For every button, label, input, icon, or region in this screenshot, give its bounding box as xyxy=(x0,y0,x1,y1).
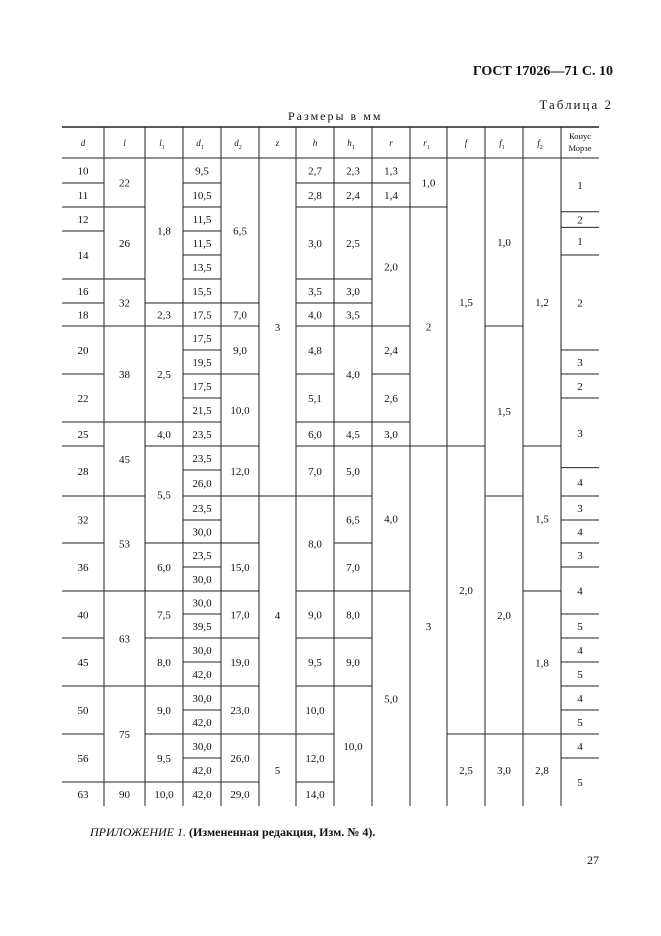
table-cell: 17,5 xyxy=(192,333,212,345)
table-cell: 11 xyxy=(77,190,89,202)
table-cell: 63 xyxy=(119,633,130,646)
table-cell: 1,5 xyxy=(497,406,511,418)
header-f1: $f_1$ xyxy=(499,138,505,151)
table-cell: 4 xyxy=(577,526,583,539)
table-cell: 26,0 xyxy=(192,478,212,490)
table-cell: 2 xyxy=(577,297,583,310)
table-cell: 4,0 xyxy=(308,309,322,322)
table-cell: 7,0 xyxy=(346,562,360,574)
table-cell: 30,0 xyxy=(192,741,212,753)
table-cell: 9,0 xyxy=(346,657,360,669)
table-cell: 9,0 xyxy=(233,345,247,357)
table-cell: 2,8 xyxy=(308,190,322,202)
table-cell: 2,7 xyxy=(308,165,322,178)
table-cell: 5 xyxy=(274,765,281,777)
table-cell: 2,6 xyxy=(384,393,398,405)
table-cell: 2,3 xyxy=(346,165,360,178)
table-cell: 18 xyxy=(77,309,89,322)
table-cell: 12,0 xyxy=(230,466,250,478)
table-cell: 2,5 xyxy=(157,369,171,381)
table-cell: 17,5 xyxy=(192,381,212,393)
table-cell: 4 xyxy=(577,741,583,753)
table-cell: 23,5 xyxy=(192,503,212,515)
table-cell: 22 xyxy=(119,177,130,190)
table-cell: 11,5 xyxy=(192,214,212,226)
header-d: d xyxy=(80,138,86,148)
table-cell: 3 xyxy=(274,322,281,334)
table-cell: 14 xyxy=(77,250,89,262)
table-cell: 90 xyxy=(119,789,130,801)
table-cell: 2,0 xyxy=(459,585,473,597)
table-cell: 1,5 xyxy=(535,513,549,526)
table-cell: 4,8 xyxy=(308,345,322,357)
table-cell: 3,5 xyxy=(308,286,322,298)
table-cell: 1,4 xyxy=(384,190,398,202)
table-cell: 26 xyxy=(119,238,130,250)
table-cell: 16 xyxy=(77,286,89,298)
table-cell: 2,8 xyxy=(535,765,549,777)
table-cell: 1,3 xyxy=(384,165,398,178)
table-cell: 15,0 xyxy=(230,562,250,574)
table-cell: 10,0 xyxy=(154,789,174,801)
table-cell: 6,5 xyxy=(233,225,247,238)
table-cell: 32 xyxy=(77,514,89,527)
table-cell: 29,0 xyxy=(230,789,250,801)
dimensions-label: Размеры в мм xyxy=(288,109,383,123)
table-cell: 2 xyxy=(425,321,432,334)
table-cell: 30,0 xyxy=(192,645,212,657)
header-konus: Конус xyxy=(568,131,592,141)
table-cell: 2 xyxy=(577,381,583,393)
table-cell: 45 xyxy=(77,657,89,669)
table-cell: 19,0 xyxy=(230,657,250,669)
table-cell: 2,5 xyxy=(346,238,360,250)
table-cell: 2,0 xyxy=(384,261,398,274)
table-cell: 23,5 xyxy=(192,429,212,441)
table-cell: 6,5 xyxy=(346,514,360,527)
table-cell: 32 xyxy=(119,297,130,310)
page-number: 27 xyxy=(587,853,599,867)
table-cell: 42,0 xyxy=(192,789,212,801)
header-d2: $d_2$ xyxy=(234,138,242,151)
table-cell: 4,0 xyxy=(157,429,171,441)
table-cell: 9,5 xyxy=(195,165,209,178)
table-cell: 5 xyxy=(577,777,583,789)
table-cell: 3,0 xyxy=(346,286,360,298)
table-cell: 5,1 xyxy=(308,393,322,405)
table-cell: 4,5 xyxy=(346,429,360,441)
table-cell: 30,0 xyxy=(192,597,212,610)
table-cell: 53 xyxy=(119,538,130,551)
table-cell: 9,5 xyxy=(157,753,171,765)
table-cell: 6,0 xyxy=(308,429,322,441)
table-cell: 1,8 xyxy=(157,225,171,238)
table-cell: 9,0 xyxy=(157,705,171,717)
header-l: l xyxy=(123,138,126,148)
table-cell: 7,0 xyxy=(233,309,247,322)
table-cell: 75 xyxy=(119,729,130,741)
table-cell: 30,0 xyxy=(192,693,212,705)
table-cell: 17,0 xyxy=(230,609,250,622)
table-cell: 39,5 xyxy=(192,621,212,633)
table-cell: 23,5 xyxy=(192,453,212,465)
table-cell: 2,3 xyxy=(157,309,171,322)
table-cell: 42,0 xyxy=(192,717,212,729)
header-morze: Морзе xyxy=(568,143,592,153)
table-cell: 1,8 xyxy=(535,657,549,670)
table-cell: 11,5 xyxy=(192,238,212,250)
table-cell: 3,0 xyxy=(384,429,398,441)
table-cell: 42,0 xyxy=(192,669,212,681)
table-cell: 12,0 xyxy=(305,753,325,765)
table-cell: 63 xyxy=(77,789,89,801)
table-cell: 20 xyxy=(77,345,89,357)
table-cell: 4,0 xyxy=(346,369,360,381)
table-cell: 10,0 xyxy=(230,405,250,417)
table-cell: 5 xyxy=(577,717,583,729)
table-cell: 4 xyxy=(577,585,583,598)
table-cell: 5,0 xyxy=(384,693,398,706)
table-cell: 17,5 xyxy=(192,309,212,322)
table-cell: 30,0 xyxy=(192,526,212,539)
table-cell: 5,0 xyxy=(346,466,360,478)
table-cell: 23,0 xyxy=(230,705,250,717)
table-cell: 3 xyxy=(425,621,432,633)
document-code: ГОСТ 17026—71 С. 10 xyxy=(472,64,613,79)
table-cell: 38 xyxy=(119,369,130,381)
header-r: r xyxy=(389,138,393,148)
table-label: Таблица 2 xyxy=(539,97,613,112)
table-cell: 56 xyxy=(77,753,89,765)
table-cell: 19,5 xyxy=(192,357,212,369)
footnote xyxy=(90,825,375,840)
table-cell: 25 xyxy=(77,429,89,441)
header-h1: $h_1$ xyxy=(347,138,355,151)
header-z: z xyxy=(275,138,280,148)
table-cell: 1,0 xyxy=(497,237,511,249)
table-cell: 14,0 xyxy=(305,789,325,801)
table-cell: 5,5 xyxy=(157,489,171,502)
table-cell: 45 xyxy=(119,454,130,466)
table-cell: 8,0 xyxy=(157,657,171,669)
table-cell: 1,0 xyxy=(421,177,436,190)
table-cell: 3 xyxy=(577,357,583,369)
table-cell: 4,0 xyxy=(384,513,398,526)
table-cell: 23,5 xyxy=(192,550,212,562)
header-r1: $r_1$ xyxy=(423,138,430,151)
table-cell: 2,4 xyxy=(384,345,398,357)
table-cell: 8,0 xyxy=(346,609,360,622)
table-cell: 7,5 xyxy=(157,609,171,622)
table-cell: 10,0 xyxy=(343,741,363,753)
footnote-appendix: ПРИЛОЖЕНИЕ 1. xyxy=(90,825,186,839)
table-cell: 50 xyxy=(77,705,89,717)
table-cell: 3,0 xyxy=(308,238,322,250)
table-cell: 10,0 xyxy=(305,705,325,717)
table-cell: 15,5 xyxy=(192,286,212,298)
table-cell: 4 xyxy=(577,476,583,489)
table-cell: 22 xyxy=(77,393,89,405)
table-cell: 2,5 xyxy=(459,765,473,777)
table-cell: 1,2 xyxy=(535,297,549,309)
header-d1: $d_1$ xyxy=(196,138,204,151)
table-cell: 2 xyxy=(577,214,583,227)
table-cell: 12 xyxy=(77,214,89,226)
table-cell: 3,5 xyxy=(346,309,360,322)
table-cell: 2,4 xyxy=(346,190,360,202)
table-cell: 3 xyxy=(577,550,583,562)
table-cell: 3 xyxy=(577,427,583,440)
header-l1: $l_1$ xyxy=(159,138,165,151)
table-cell: 40 xyxy=(77,609,89,622)
table-cell: 10 xyxy=(77,165,89,178)
table-cell: 30,0 xyxy=(192,574,212,586)
table-cell: 4 xyxy=(274,610,281,622)
table-cell: 13,5 xyxy=(192,262,212,274)
table-cell: 5 xyxy=(577,669,583,681)
table-cell: 9,0 xyxy=(308,609,322,622)
table-cell: 3 xyxy=(577,503,583,515)
table-cell: 42,0 xyxy=(192,765,212,777)
table-cell: 2,0 xyxy=(497,610,511,622)
table-cell: 36 xyxy=(77,562,89,574)
table-cell: 3,0 xyxy=(497,765,511,777)
footnote-amendment: (Измененная редакция, Изм. № 4). xyxy=(185,825,376,839)
header-f: f xyxy=(464,138,468,148)
table-cell: 26,0 xyxy=(230,753,250,765)
table-cell: 5 xyxy=(577,621,583,633)
table-cell: 6,0 xyxy=(157,562,171,574)
table-cell: 21,5 xyxy=(192,405,212,417)
header-f2: $f_2$ xyxy=(537,138,543,151)
table-cell: 10,5 xyxy=(192,190,212,202)
table-cell: 1 xyxy=(577,179,583,192)
header-h: h xyxy=(312,138,318,148)
table-cell: 1 xyxy=(577,236,583,249)
table-cell: 28 xyxy=(77,466,89,478)
table-cell: 1,5 xyxy=(459,297,473,309)
table-cell: 7,0 xyxy=(308,466,322,478)
table-cell: 9,5 xyxy=(308,657,322,669)
table-cell: 4 xyxy=(577,645,583,657)
table-cell: 4 xyxy=(577,693,583,705)
table-cell: 8,0 xyxy=(308,538,322,551)
